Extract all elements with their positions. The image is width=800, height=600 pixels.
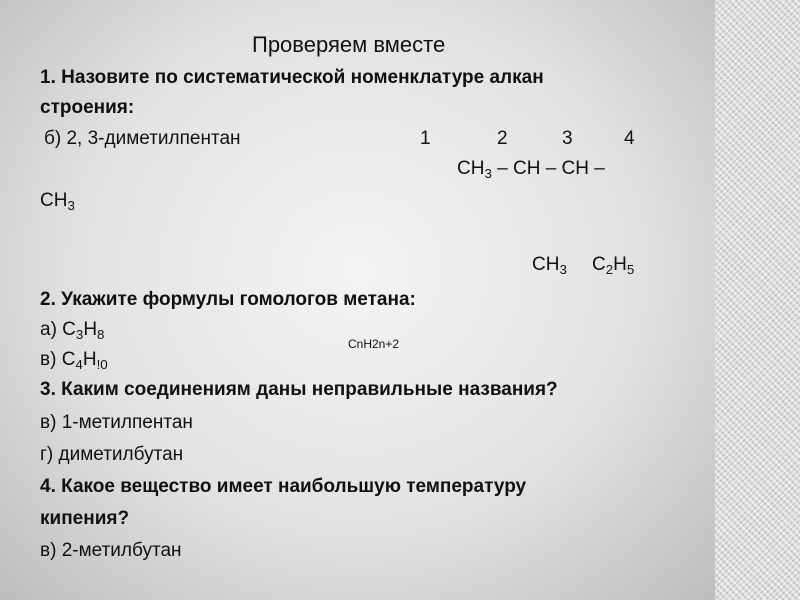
carbon-number-4: 4 [624,128,635,149]
question-4-line-2: кипения? [40,508,130,529]
carbon-number-1: 1 [420,128,431,149]
question-1-answer: б) 2, 3-диметилпентан [44,128,241,149]
answer-2b: в) $C_4H_{!0}$ [40,349,108,372]
structure-terminal-ch3: $CH_3$ [40,190,75,213]
answer-2a: а) $C_3H_8$ [40,319,105,342]
general-formula: CnH2n+2 [348,337,400,351]
structure-substituent-ch3: $CH_3$ [532,254,567,277]
answer-3g: г) диметилбутан [40,444,184,465]
answer-3v: в) 1-метилпентан [40,412,193,433]
structure-substituent-c2h5: $C_2H_5$ [592,254,635,277]
question-3: 3. Каким соединениям даны неправильные названия? [40,379,558,400]
question-1-line-1: 1. Назовите по систематической номенклатуре алкан [40,67,544,88]
slide-title: Проверяем вместе [252,32,446,57]
answer-4: в) 2-метилбутан [40,540,182,561]
question-1-line-2: строения: [40,97,135,118]
question-2: 2. Укажите формулы гомологов метана: [40,289,416,310]
question-4-line-1: 4. Какое вещество имеет наибольшую температуру [40,476,527,497]
carbon-number-3: 3 [562,128,573,149]
decorative-side-band [715,0,800,600]
carbon-number-2: 2 [497,128,508,149]
structure-main-chain: $CH_3$ – CH – CH – [457,158,605,181]
